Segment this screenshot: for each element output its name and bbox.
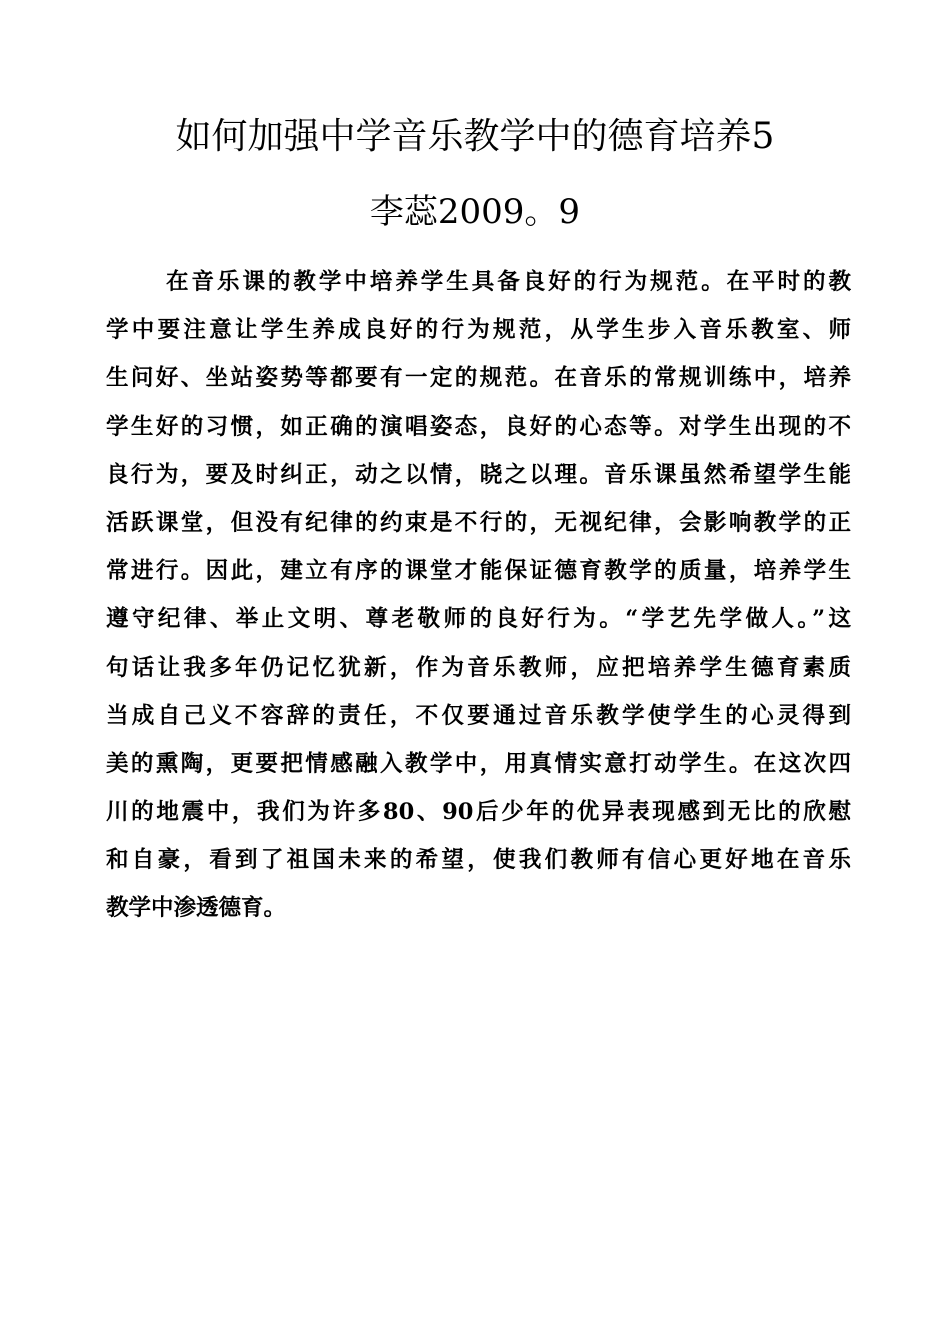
paragraph-line: 活跃课堂，但没有纪律的约束是不行的，无视纪律，会影响教学的正	[106, 509, 851, 536]
paragraph-line: 生问好、坐站姿势等都要有一定的规范。在音乐的常规训练中，培养	[106, 365, 851, 392]
author-date-line: 李蕊2009。9	[369, 192, 581, 232]
paragraph-line: 良行为，要及时纠正，动之以情，晓之以理。音乐课虽然希望学生能	[106, 461, 851, 488]
paragraph-line: 学生好的习惯，如正确的演唱姿态，良好的心态等。对学生出现的不	[106, 413, 851, 440]
paragraph-line: 句话让我多年仍记忆犹新，作为音乐教师，应把培养学生德育素质	[106, 654, 851, 681]
paragraph-line: 美的熏陶，更要把情感融入教学中，用真情实意打动学生。在这次四	[106, 750, 851, 777]
paragraph-line: 遵守纪律、举止文明、尊老敬师的良好行为。“学艺先学做人。”这	[106, 606, 851, 633]
paragraph-line: 当成自己义不容辞的责任，不仅要通过音乐教学使学生的心灵得到	[106, 702, 851, 729]
paragraph-line: 川的地震中，我们为许多80、90后少年的优异表现感到无比的欣慰	[106, 799, 851, 826]
paragraph-line: 常进行。因此，建立有序的课堂才能保证德育教学的质量，培养学生	[106, 558, 851, 585]
document-title: 如何加强中学音乐教学中的德育培养5	[175, 116, 775, 157]
paragraph-line: 教学中渗透德育。	[106, 895, 287, 922]
body-paragraph	[106, 258, 851, 933]
paragraph-line: 和自豪，看到了祖国未来的希望，使我们教师有信心更好地在音乐	[106, 847, 851, 874]
paragraph-line: 学中要注意让学生养成良好的行为规范，从学生步入音乐教室、师	[106, 317, 851, 344]
paragraph-line: 在音乐课的教学中培养学生具备良好的行为规范。在平时的教	[166, 269, 851, 295]
